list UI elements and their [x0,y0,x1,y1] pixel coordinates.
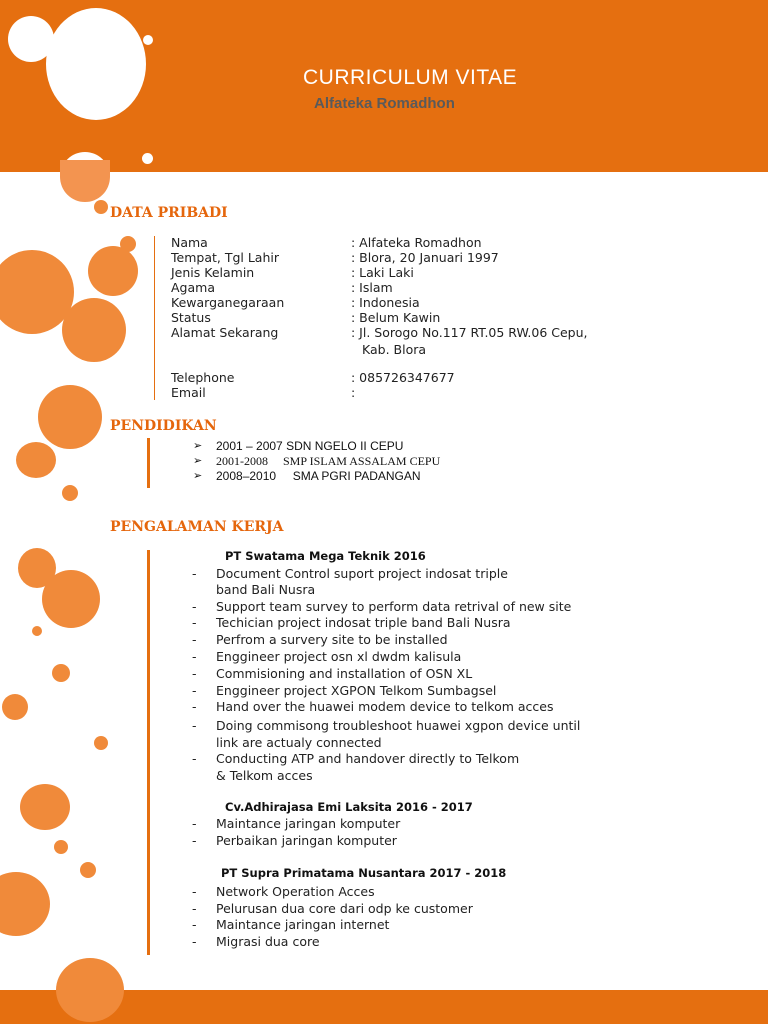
list-item: Maintance jaringan internet [216,917,390,932]
field-label: Kewarganegaraan [171,295,285,310]
list-item-continued: band Bali Nusra [216,582,316,597]
arrow-icon: ➢ [193,469,203,482]
decor-bubble [32,626,42,636]
list-item: Enggineer project osn xl dwdm kalisula [216,649,462,664]
decor-bubble [62,485,78,501]
person-name: Alfateka Romadhon [314,95,455,112]
education-item: 2001 – 2007 SDN NGELO II CEPU [216,439,404,453]
decor-bubble [62,298,126,362]
list-item: Document Control suport project indosat triple [216,566,508,581]
list-item: Commisioning and installation of OSN XL [216,666,473,681]
company-title: PT Supra Primatama Nusantara 2017 - 2018 [221,866,507,880]
list-dash: - [192,615,197,630]
field-label: Email [171,385,206,400]
field-label: Tempat, Tgl Lahir [171,250,279,265]
decor-bubble [54,840,68,854]
list-item: Enggineer project XGPON Telkom Sumbagsel [216,683,497,698]
decor-bubble [38,385,102,449]
list-item: Doing commisong troubleshoot huawei xgpon device until [216,718,581,733]
decor-bubble [60,160,110,202]
field-value: : Islam [351,280,393,295]
decor-bubble [143,35,153,45]
decor-bubble [94,200,108,214]
field-value: : Blora, 20 Januari 1997 [351,250,499,265]
list-item: Support team survey to perform data retrival of new site [216,599,572,614]
field-label: Status [171,310,211,325]
section-divider [147,550,150,955]
field-value: : Jl. Sorogo No.117 RT.05 RW.06 Cepu, [351,325,588,340]
decor-bubble [80,862,96,878]
list-dash: - [192,699,197,714]
field-label: Nama [171,235,208,250]
decor-bubble [16,442,56,478]
list-dash: - [192,718,197,733]
decor-bubble [52,664,70,682]
list-dash: - [192,649,197,664]
field-value: : [351,385,356,400]
arrow-icon: ➢ [193,454,203,467]
list-item-continued: link are actualy connected [216,735,382,750]
decor-bubble [56,958,124,1022]
field-label: Alamat Sekarang [171,325,279,340]
company-title: PT Swatama Mega Teknik 2016 [225,549,426,563]
section-divider [147,438,150,488]
list-dash: - [192,901,197,916]
decor-bubble [2,694,28,720]
field-value: : Laki Laki [351,265,414,280]
list-dash: - [192,816,197,831]
section-divider [154,236,155,400]
field-value-continued: Kab. Blora [362,342,427,357]
section-heading-data-pribadi: DATA PRIBADI [110,205,228,221]
list-dash: - [192,934,197,949]
decor-bubble [142,153,153,164]
list-dash: - [192,884,197,899]
field-value: : Alfateka Romadhon [351,235,482,250]
list-dash: - [192,566,197,581]
field-value: : Belum Kawin [351,310,441,325]
decor-bubble [88,246,138,296]
list-item: Conducting ATP and handover directly to Telkom [216,751,520,766]
list-item: Network Operation Acces [216,884,375,899]
arrow-icon: ➢ [193,439,203,452]
list-dash: - [192,833,197,848]
list-item: Perbaikan jaringan komputer [216,833,397,848]
list-item: Migrasi dua core [216,934,320,949]
list-dash: - [192,599,197,614]
field-label: Telephone [171,370,235,385]
list-dash: - [192,683,197,698]
decor-bubble [94,736,108,750]
list-dash: - [192,917,197,932]
decor-bubble [20,784,70,830]
list-item: Pelurusan dua core dari odp ke customer [216,901,473,916]
page-title: CURRICULUM VITAE [303,66,518,89]
list-dash: - [192,632,197,647]
field-value: : 085726347677 [351,370,455,385]
section-heading-pengalaman-kerja: PENGALAMAN KERJA [110,519,284,535]
field-label: Jenis Kelamin [171,265,255,280]
company-title: Cv.Adhirajasa Emi Laksita 2016 - 2017 [225,800,473,814]
list-item: Hand over the huawei modem device to telkom acces [216,699,554,714]
list-item: Perfrom a survery site to be installed [216,632,448,647]
decor-bubble [46,8,146,120]
list-item: Maintance jaringan komputer [216,816,401,831]
decor-bubble [8,16,54,62]
decor-bubble [0,872,50,936]
list-dash: - [192,666,197,681]
list-item: Techician project indosat triple band Bali Nusra [216,615,511,630]
field-label: Agama [171,280,215,295]
education-item: 2008–2010 SMA PGRI PADANGAN [216,469,421,483]
decor-bubble [42,570,100,628]
field-value: : Indonesia [351,295,420,310]
list-item-continued: & Telkom acces [216,768,313,783]
section-heading-pendidikan: PENDIDIKAN [110,418,217,434]
list-dash: - [192,751,197,766]
education-item: 2001-2008 SMP ISLAM ASSALAM CEPU [216,454,441,468]
